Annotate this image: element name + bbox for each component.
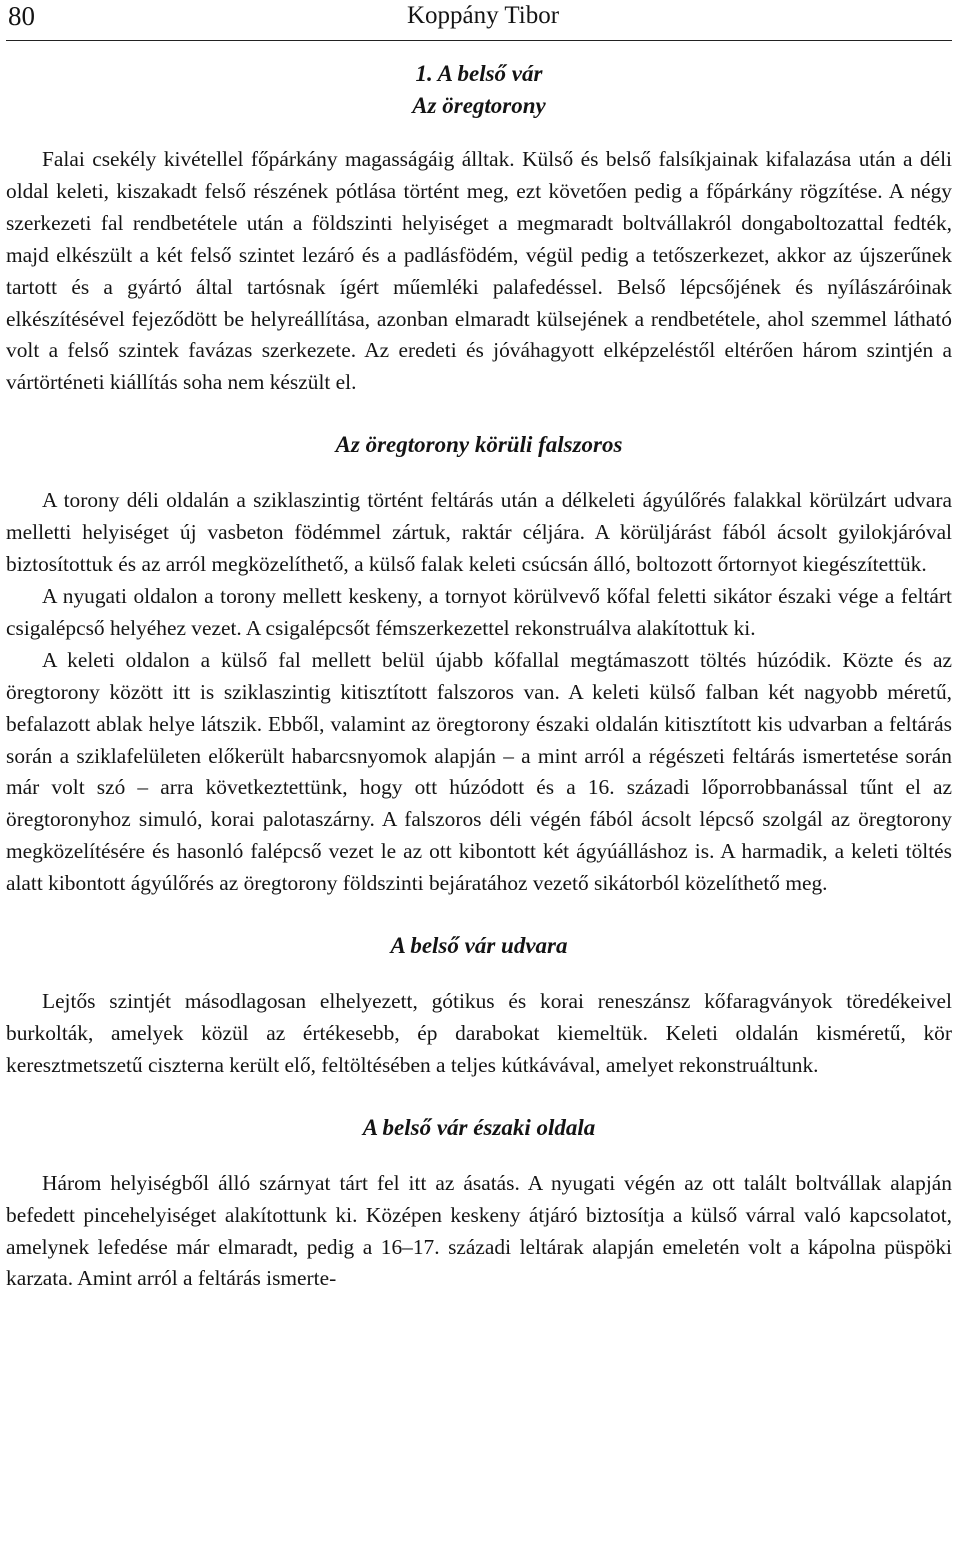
page-body [6,56,952,1295]
paragraph: Falai csekély kivétellel főpárkány magasságáig álltak. Külső és belső falsíkjainak kifalazása után a déli oldal keleti, kiszakadt felső részének pótlása történt meg, ezt követően pedig a főpárkány rögzítése. A négy szerkezeti fal rendbetétele után a földszinti helyiséget a megmaradt boltvállakról dongaboltozattal fedték, majd elkészült a két felső szintet lezáró és a padlásfödém, végül pedig a tetőszerkezet, akkor az újszerűnek tartott és a gyártó által tartósnak ígért műemléki palafedéssel. Belső lépcsőjének és nyílászáróinak elkészítésével fejeződött be helyreállítása, azonban elmaradt külsejének a rendbetétele, ahol szemmel látható volt a felső szintek favázas szerkezete. Az eredeti és jóváhagyott elképzeléstől eltérően három szintjén a vártörténeti kiállítás soha nem készült el. [6,147,952,395]
section-heading: Az öregtorony körüli falszoros [335,432,623,458]
running-head: Koppány Tibor [406,2,560,29]
page-number: 80 [8,1,35,31]
paragraph: A nyugati oldalon a torony mellett keskeny, a tornyot körülvevő kőfal feletti sikátor északi vége a feltárt csigalépcső helyéhez vezet. A csigalépcsőt fémszerkezettel rekonstruálva alakítottuk ki. [6,583,952,640]
section-title: 1. A belső vár [415,61,543,86]
page-header [6,0,952,41]
paragraph: Lejtős szintjét másodlagosan elhelyezett, gótikus és korai reneszánsz kőfaragványok töredékeivel burkolták, amelyek közül az értékesebb, ép darabokat kiemeltük. Keleti oldalán kisméretű, kör keresztmetszetű ciszterna került elő, feltöltésében a teljes kútkávával, amelyet rekonstruáltunk. [6,989,952,1077]
paragraph: Három helyiségből álló szárnyat tárt fel itt az ásatás. A nyugati végén az ott talált boltvállak alapján befedett pincehelyiséget alakítottunk ki. Középen keskeny átjáró biztosítja a külső várral való kapcsolatot, amelynek lefedése már elmaradt, pedig a 16–17. századi leltárak alapján emeletén volt a kápolna püspöki karzata. Amint arról a feltárás ismerte- [6,1170,952,1291]
section-subtitle: Az öregtorony [412,93,546,118]
paragraph: A keleti oldalon a külső fal mellett belül újabb kőfallal megtámaszott töltés húzódik. Közte és az öregtorony között itt is sziklaszintig kitisztított falszoros van. A keleti külső falban két nagyobb méretű, befalazott ablak helye látszik. Ebből, valamint az öregtorony északi oldalán kitisztított kis udvarban a feltárás során a sziklafelületen előkerült habarcsnyomok alapján – a mint arról a régészeti feltárás ismertetése során már volt szó – arra következtettünk, hogy ott húzódott és a 16. századi lőporrobbanással tűnt el az öregtoronyhoz simuló, korai palotaszárny. A falszoros déli végén fából ácsolt lépcső szolgál az öregtorony megközelítésére és hasonló falépcső vezet le az ott kibontott két ágyúálláshoz is. A harmadik, a keleti töltés alatt kibontott ágyúlőrés az öregtorony földszinti bejáratához vezető sikátorból közelíthető meg. [6,647,952,896]
section-heading: A belső vár udvara [390,933,568,959]
paragraph: A torony déli oldalán a sziklaszintig történt feltárás után a délkeleti ágyúlőrés falakkal körülzárt udvara melletti helyiséget új vasbeton födémmel zártuk, raktár céljára. A körüljárást fából ácsolt gyilokjáróval biztosítottuk és az arról megközelíthető, a külső falak keleti csúcsán álló, boltozott őrtornyot kiegészítettük. [6,488,952,577]
section-heading: A belső vár északi oldala [362,1114,596,1140]
